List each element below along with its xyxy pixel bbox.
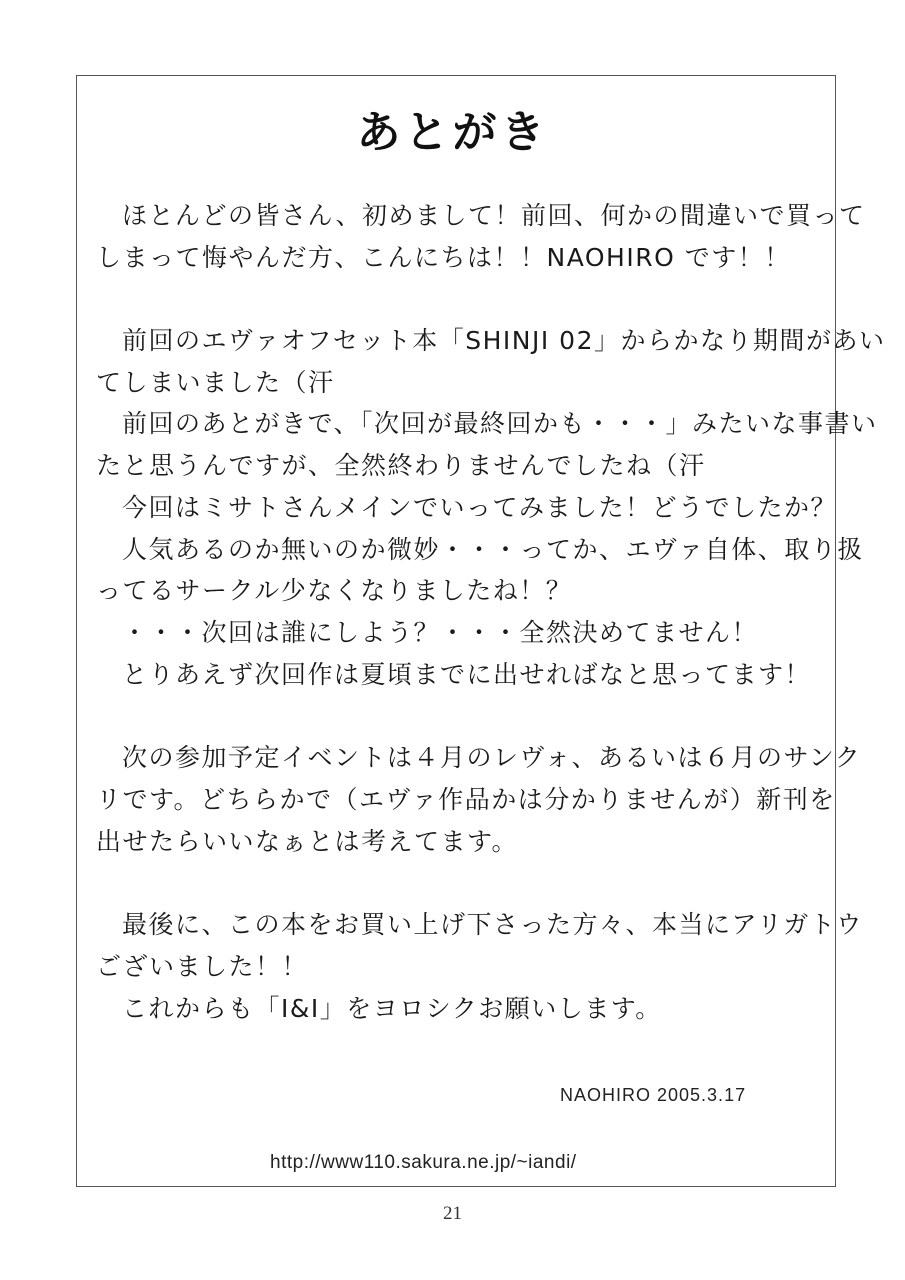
text-line: 前回のエヴァオフセット本「SHINJI 02」からかなり期間があい <box>122 326 886 355</box>
text-line: ってるサークル少なくなりましたね！？ <box>96 576 573 605</box>
text-line: 前回のあとがきで、「次回が最終回かも・・・」みたいな事書い <box>122 409 878 438</box>
text-line: たと思うんですが、全然終わりませんでしたね（汗 <box>96 451 706 480</box>
text-line: リです。どちらかで（エヴァ作品かは分かりませんが）新刊を <box>96 785 836 814</box>
author-signature: NAOHIRO 2005.3.17 <box>560 1085 747 1105</box>
page-title: あとがき <box>356 107 549 158</box>
page-number: 21 <box>443 1203 462 1224</box>
text-line: 次の参加予定イベントは４月のレヴォ、あるいは６月のサンク <box>122 743 862 772</box>
text-line: これからも「I&I」をヨロシクお願いします。 <box>122 994 662 1023</box>
text-line: 最後に、この本をお買い上げ下さった方々、本当にアリガトウ <box>122 910 863 939</box>
text-line: ほとんどの皆さん、初めまして！前回、何かの間違いで買って <box>122 201 866 230</box>
text-line: 今回はミサトさんメインでいってみました！どうでしたか？ <box>122 493 838 522</box>
text-line: 人気あるのか無いのか微妙・・・ってか、エヴァ自体、取り扱 <box>122 535 864 564</box>
text-line: てしまいました（汗 <box>96 368 335 397</box>
text-line: ございました！！ <box>96 952 309 981</box>
website-url: http://www110.sakura.ne.jp/~iandi/ <box>270 1152 577 1173</box>
text-line: しまって悔やんだ方、こんにちは！！NAOHIRO です！！ <box>96 243 791 272</box>
text-line: 出せたらいいなぁとは考えてます。 <box>96 827 519 856</box>
text-line: とりあえず次回作は夏頃までに出せればなと思ってます！ <box>122 660 812 689</box>
text-line: ・・・次回は誰にしよう？・・・全然決めてません！ <box>122 618 759 647</box>
